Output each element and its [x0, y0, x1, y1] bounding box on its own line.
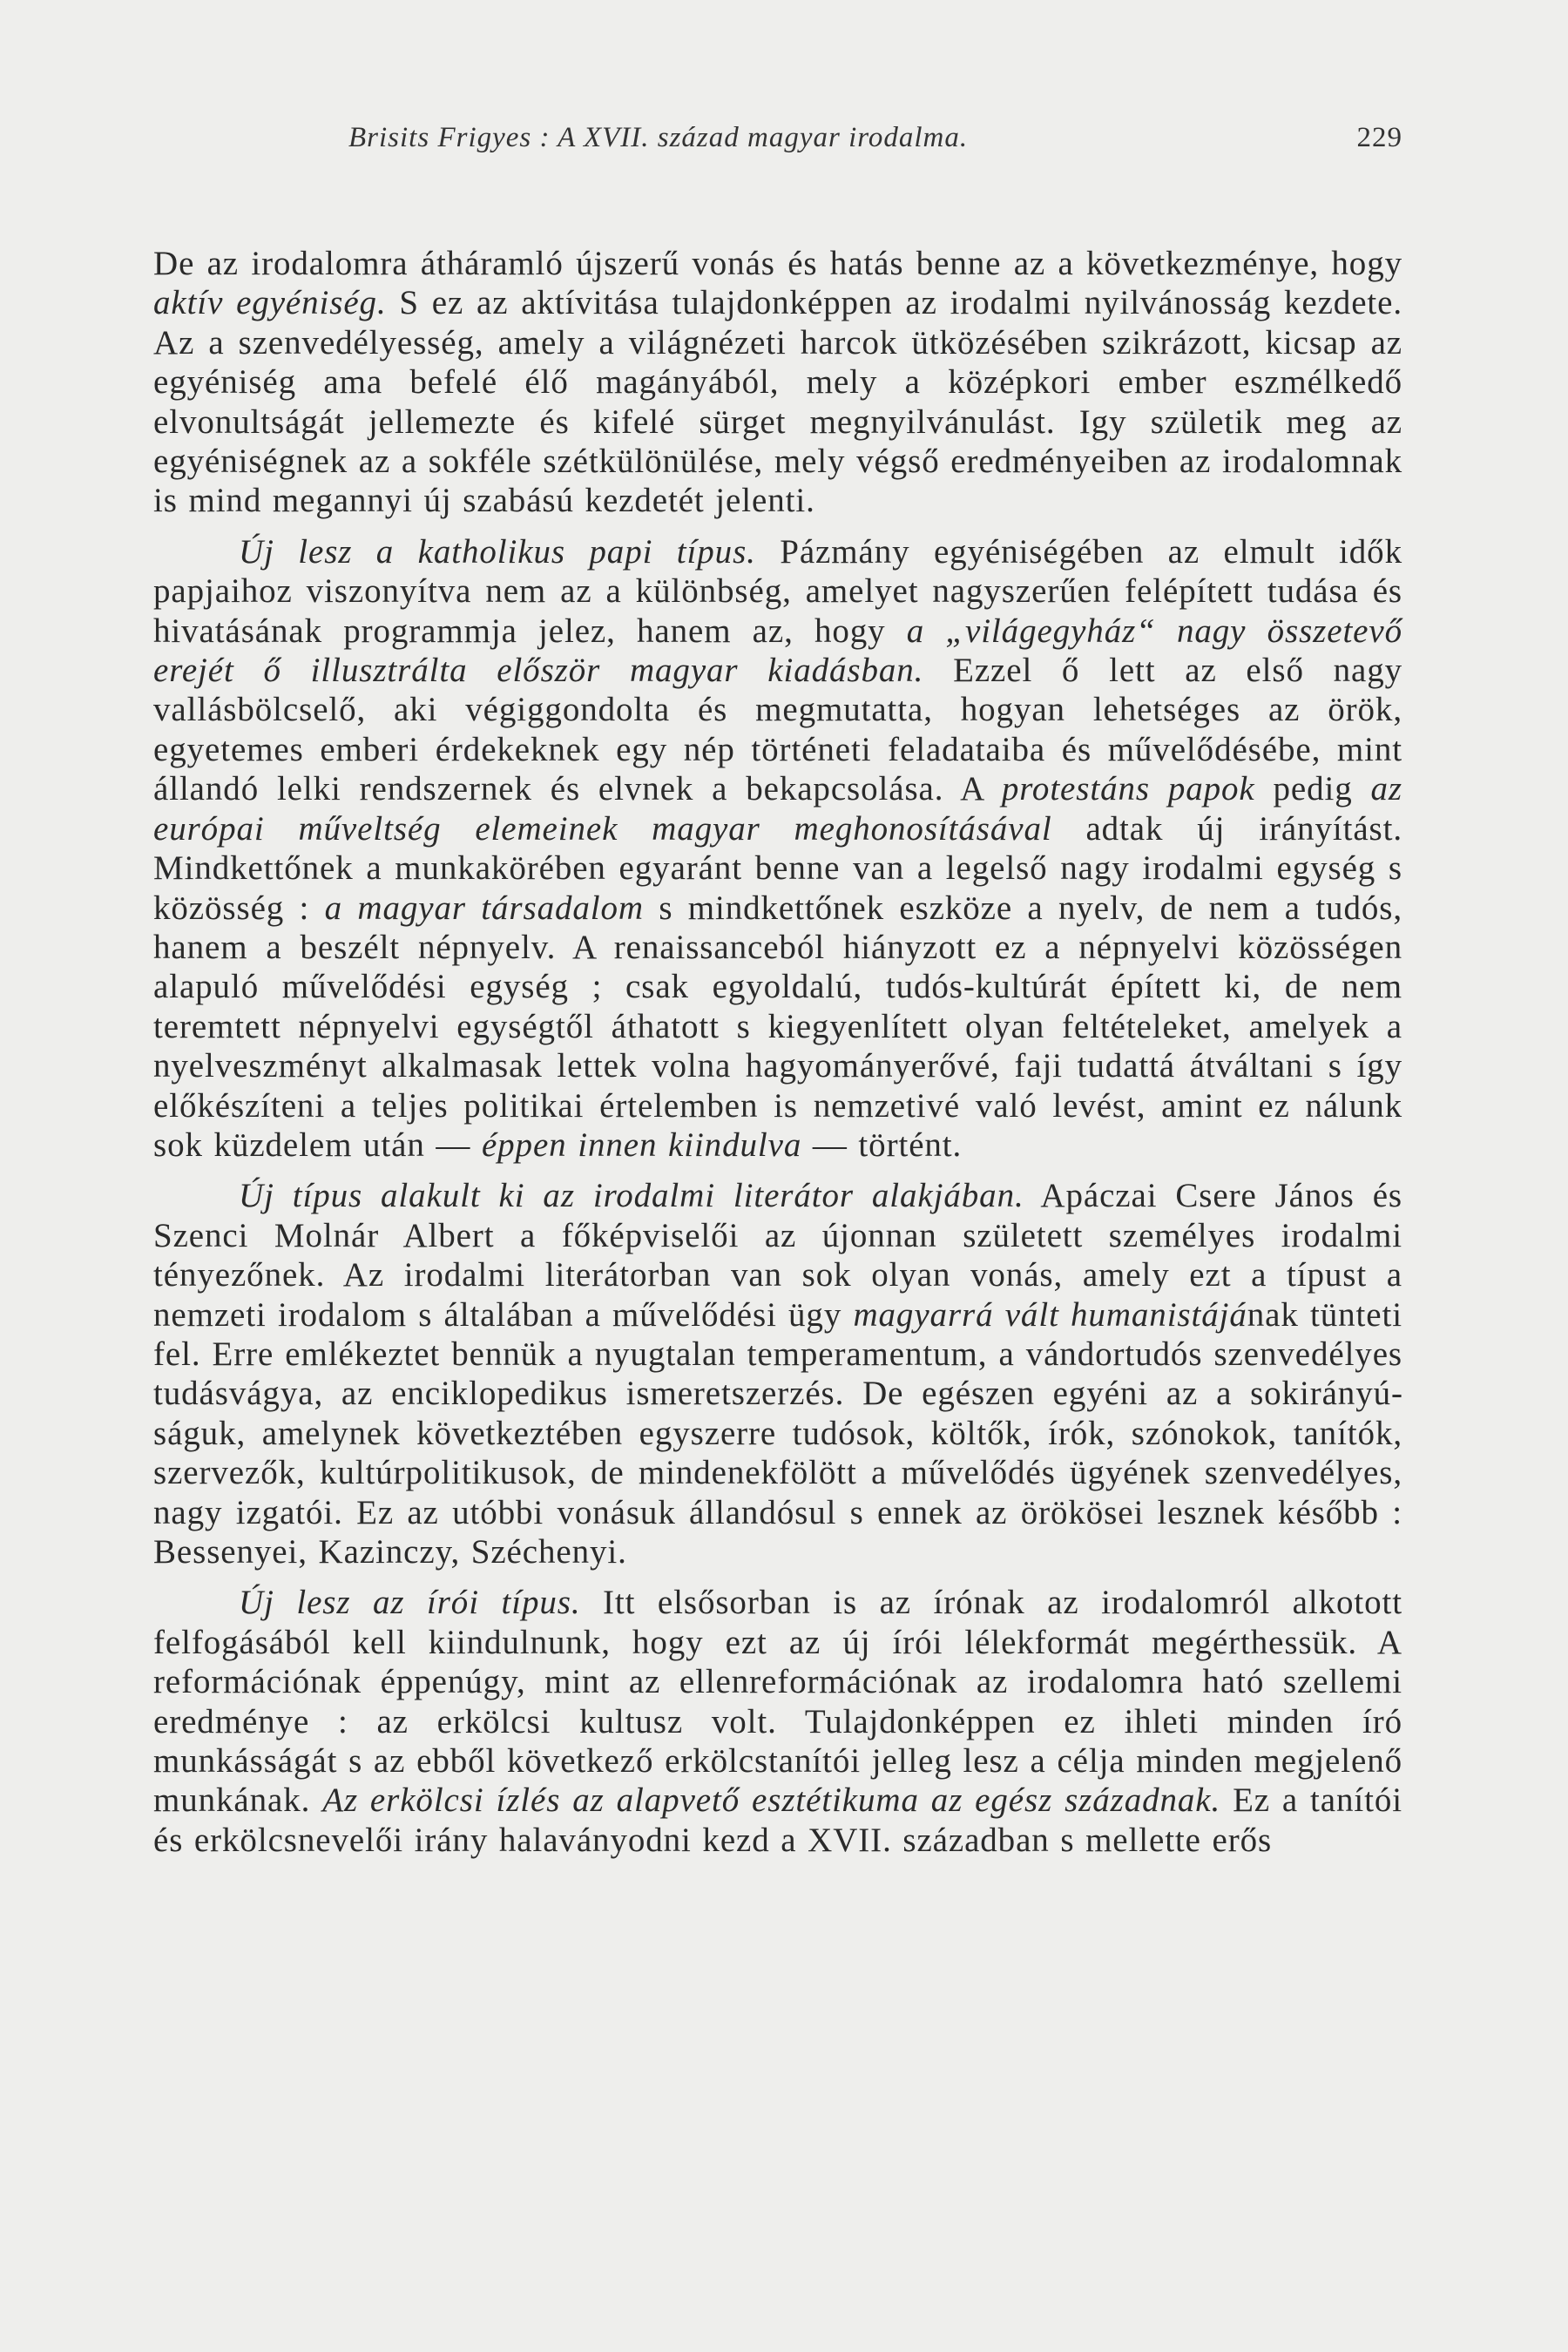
text-run: Ez a tanítói és erkölcsnevelői irány halaványodni kezd a XVII. században s mellette erős — [153, 1781, 1402, 1859]
italic-run: Új lesz az írói típus. — [239, 1584, 581, 1622]
text-run: pedig — [1254, 770, 1371, 808]
italic-run: az európai műveltség elemeinek magyar meghonosításával — [153, 770, 1402, 848]
text-run: Itt elsősorban is az írónak az irodalomról alkotott felfogásából kell kiindulnunk, hogy ezt az új írói lélekformát megérthessük. A reformációnak éppenúgy, mint az ellenreformációnak az irodalomra ható szellemi eredménye : az erkölcsi kultusz volt. Tulajdonképpen ez ihleti minden író munkásságát s az ebből következő erkölcstanítói jelleg lesz a célja minden megjelenő munkának. — [153, 1584, 1402, 1820]
text-run: Ezzel ő lett az első nagy vallásbölcselő, aki végiggondolta és megmutatta, hogyan lehetséges az örök, egyetemes emberi érdekeknek egy nép történeti feladataiba és művelődésébe, mint állandó lelki rendszernek és elvnek a bekapcsolása. A — [153, 652, 1403, 808]
italic-run: aktív egyéniség. — [153, 284, 387, 322]
running-head — [153, 122, 1402, 166]
paragraph — [153, 1176, 1402, 1571]
italic-run: a „világegyház“ nagy összetevő erejét ő illusztrálta először magyar kiadásban. — [153, 612, 1402, 690]
italic-run: éppen innen kiindulva — [481, 1125, 802, 1164]
text-run: De az irodalomra átháramló újszerű vonás és hatás benne az a következménye, hogy — [153, 245, 1402, 282]
italic-run: Az erkölcsi ízlés az alapvető esztétikuma az egész századnak. — [322, 1781, 1221, 1820]
page-number: 229 — [1356, 122, 1402, 153]
text-run: S ez az aktívitása tulajdonképpen az irodalmi nyilvánosság kezdete. Az a szenvedélyesség, amely a világnézeti harcok ütközésében szikrázott, kicsap az egyéniség ama befelé élő magányából, mely a középkori ember eszmélkedő elvonultságát jellemezte és kifelé sürget megnyilvánulást. Igy születik meg az egyéniségnek az a sokféle szétkülönülése, mely végső eredményeiben az irodalomnak is mind megannyi új szabású kezdetét jelenti. — [153, 284, 1402, 520]
italic-run: protestáns papok — [1001, 770, 1255, 808]
text-run: adtak új irányítást. Mindkettőnek a munkakörében egyaránt benne van a legelső nagy irodalmi egység s közösség : — [153, 809, 1402, 927]
paragraph — [153, 1583, 1402, 1860]
paragraph — [153, 244, 1402, 521]
text-run: — történt. — [801, 1125, 963, 1164]
italic-run: Új lesz a katholikus papi típus. — [239, 532, 756, 571]
text-run: Apáczai Csere János és Szenci Molnár Albert a főképviselői az újonnan született személyes irodalmi tényezőnek. Az irodalmi literátorban van sok olyan vonás, amely ezt a típust a nemzeti irodalom s általában a művelődési ügy — [153, 1177, 1402, 1334]
italic-run: Új típus alakult ki az irodalmi literátor alakjában. — [239, 1177, 1024, 1215]
text-run: s mindkettőnek eszköze a nyelv, de nem a tudós, hanem a beszélt népnyelv. A renaissanceból hiányzott ez a népnyelvi közösségen alapuló művelődési egység ; csak egyoldalú, tudós-kultúrát épített ki, de nem teremtett népnyelvi egységtől áthatott s kiegyenlített olyan feltételeket, amelyek a nyelveszményt alkalmasak lettek volna hagyományerővé, faji tudattá átváltani s így előkészíteni a teljes politikai értelemben is nemzetivé való levést, amint ez nálunk sok küzdelem után — — [153, 889, 1402, 1164]
paragraph — [153, 532, 1402, 1166]
running-title: Brisits Frigyes : A XVII. század magyar irodalma. — [348, 122, 969, 153]
italic-run: a magyar társadalom — [324, 889, 644, 927]
italic-run: magyarrá vált humanistájá — [853, 1295, 1247, 1334]
body-text — [153, 244, 1402, 1860]
text-run: nak tünteti fel. Erre emlékeztet bennük a nyugtalan temperamentum, a vándortudós szenvedélyes tudásvágya, az enciklopedikus ismeretszerzés. De egészen egyéni az a sokirányúságuk, amelynek következtében egyszerre tudósok, költők, írók, szónokok, tanítók, szervezők, kultúrpolitikusok, de mindenekfölött a művelődés ügyének szenvedélyes, nagy izgatói. Ez az utóbbi vonásuk állandósul s ennek az örökösei lesznek később : Bessenyei, Kazinczy, Széchenyi. — [153, 1295, 1402, 1571]
text-run: Pázmány egyéniségében az elmult idők papjaihoz viszonyítva nem az a különbség, amelyet nagyszerűen felépített tudása és hivatásának programmja jelez, hanem az, hogy — [153, 532, 1402, 650]
